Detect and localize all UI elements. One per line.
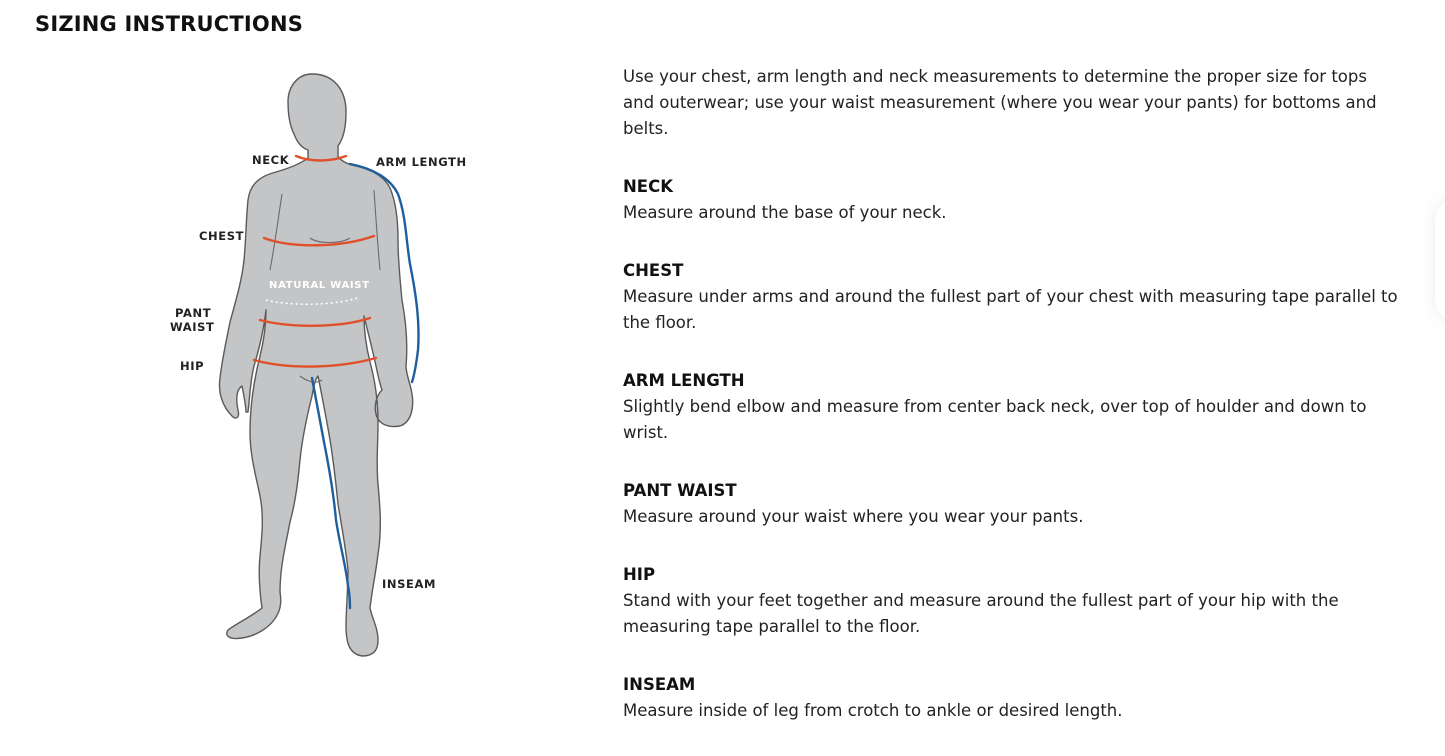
section-text: Measure under arms and around the fullest part of your chest with measuring tape parallel to the floor. [623,287,1398,332]
arm-length-label: ARM LENGTH [376,155,467,169]
waist-label: WAIST [170,320,215,334]
neck-label: NECK [252,153,290,167]
section-text: Slightly bend elbow and measure from center back neck, over top of houlder and down to wrist. [623,397,1367,442]
arm-length-section [623,368,1403,446]
section-text: Measure around your waist where you wear your pants. [623,507,1084,526]
section-text: Stand with your feet together and measure around the fullest part of your hip with the measuring tape parallel to the floor. [623,591,1339,636]
section-text: Measure around the base of your neck. [623,203,947,222]
inseam-label: INSEAM [382,577,436,591]
sizing-instructions-text [623,64,1403,756]
inseam-section [623,672,1403,724]
intro-paragraph: Use your chest, arm length and neck measurements to determine the proper size for tops and outerwear; use your waist measurement (where you wear your pants) for bottoms and belts. [623,67,1377,138]
section-heading: NECK [623,177,673,196]
hip-label: HIP [180,359,205,373]
section-heading: INSEAM [623,675,696,694]
body-measurement-figure [150,60,490,670]
pant-waist-section [623,478,1403,530]
section-heading: PANT WAIST [623,481,737,500]
hip-section [623,562,1403,640]
pant-label: PANT [175,306,212,320]
section-heading: ARM LENGTH [623,371,745,390]
natural-waist-label: NATURAL WAIST [269,280,370,291]
section-heading: HIP [623,565,656,584]
side-panel-edge [1435,200,1445,320]
chest-section [623,258,1403,336]
section-text: Measure inside of leg from crotch to ankle or desired length. [623,701,1123,720]
section-heading: CHEST [623,261,684,280]
neck-section [623,174,1403,226]
page-title: SIZING INSTRUCTIONS [35,12,304,36]
chest-label: CHEST [199,229,245,243]
